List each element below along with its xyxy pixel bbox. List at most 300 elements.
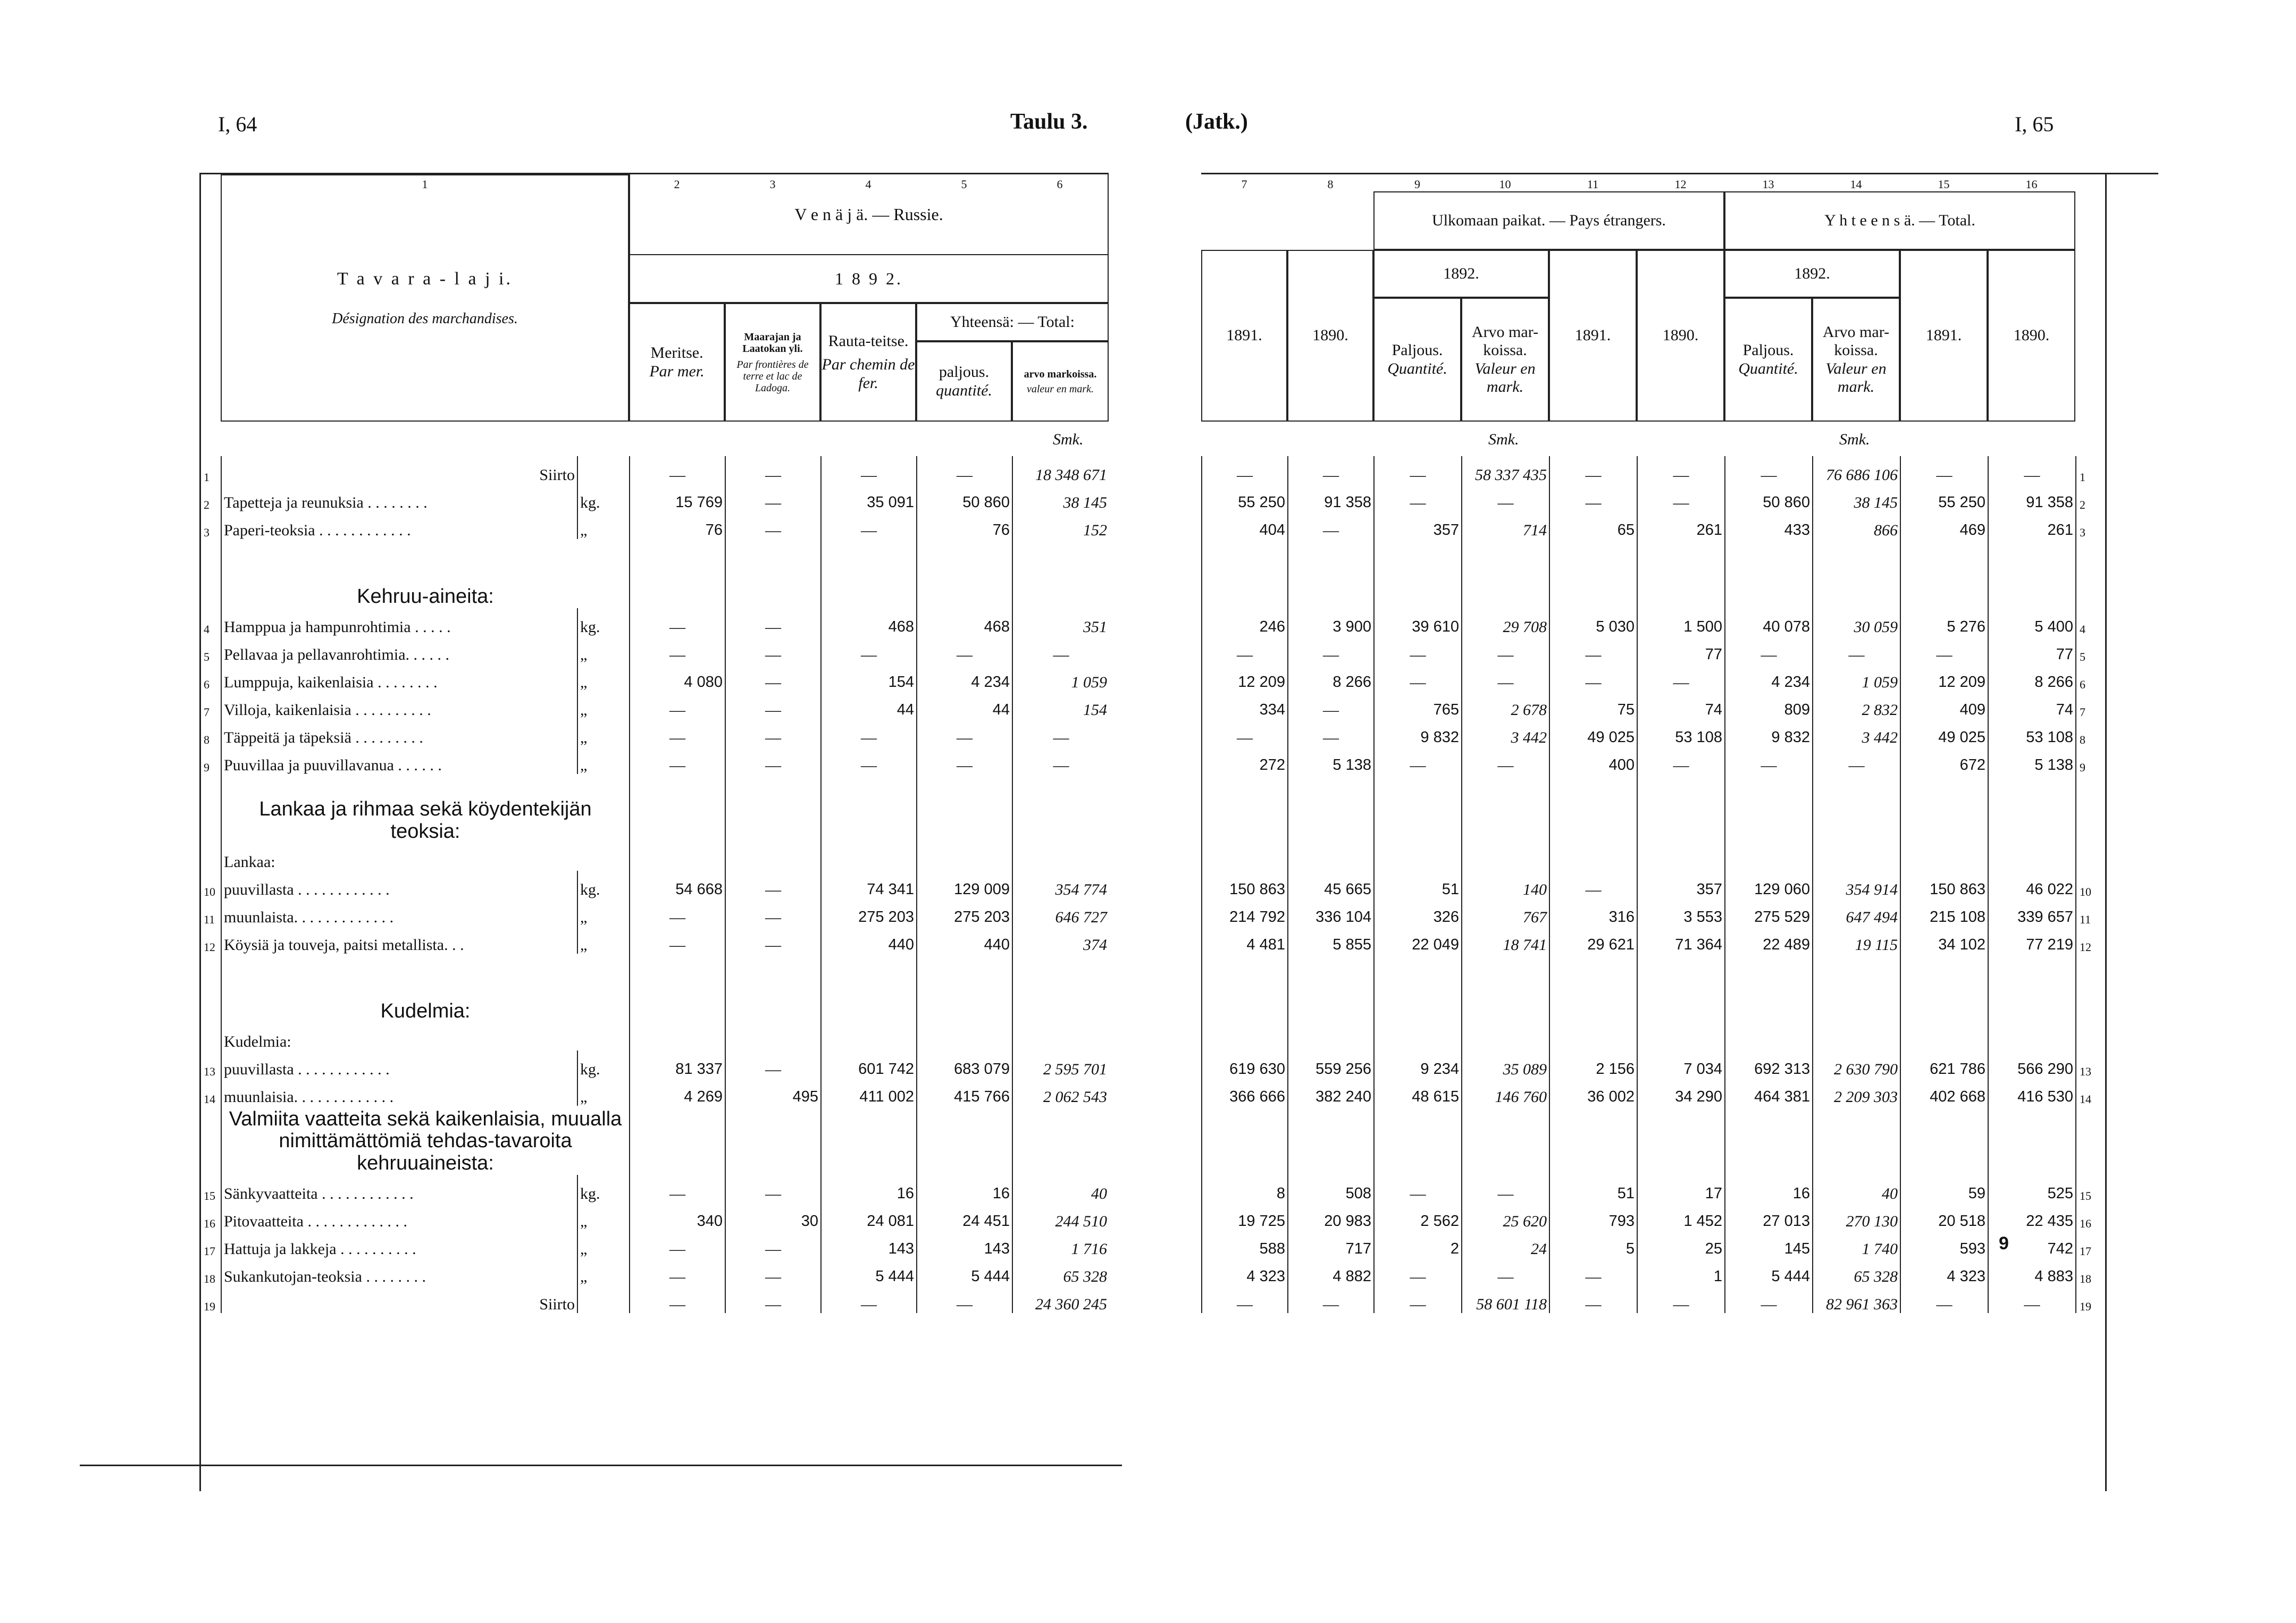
col-16-number: 16 xyxy=(2025,178,2038,191)
cell-c10: 58 337 435 xyxy=(1462,456,1549,484)
arvo-b-label: Arvo mar-koissa. xyxy=(1822,323,1890,359)
row-number: 6 xyxy=(200,663,221,691)
subheading-row xyxy=(200,843,1109,871)
maarajan-label: Maarajan ja Laatokan yli. xyxy=(742,331,803,355)
cell-c7: 12 209 xyxy=(1202,663,1288,691)
cell-c15: 55 250 xyxy=(1900,484,1988,511)
cell-c5: 275 203 xyxy=(917,898,1012,926)
cell-c9: 2 xyxy=(1374,1230,1462,1258)
cell-c15: 672 xyxy=(1900,746,1988,774)
table-row xyxy=(200,1078,1109,1106)
col-8-number: 8 xyxy=(1327,178,1334,191)
footer-page-number: 9 xyxy=(1999,1233,2009,1254)
cell-c6: — xyxy=(1012,719,1109,746)
cell-c2: — xyxy=(630,1230,725,1258)
cell-c14: 40 xyxy=(1813,1175,1900,1202)
cell-c2: — xyxy=(630,691,725,719)
cell-c9: 22 049 xyxy=(1374,926,1462,954)
cell-c10: 58 601 118 xyxy=(1462,1285,1549,1313)
cell-c10: 24 xyxy=(1462,1230,1549,1258)
row-number: 19 xyxy=(200,1285,221,1313)
paljous-b-header xyxy=(1724,298,1812,422)
cell-c12: 3 553 xyxy=(1637,898,1725,926)
cell-c8: 382 240 xyxy=(1288,1078,1374,1106)
cell-c8: 91 358 xyxy=(1288,484,1374,511)
cell-c5: — xyxy=(917,456,1012,484)
paljous-a-label: Paljous. xyxy=(1392,341,1443,359)
table-row xyxy=(200,719,1109,746)
cell-c6: 374 xyxy=(1012,926,1109,954)
maarajan-fr: Par frontières de terre et lac de Ladoga. xyxy=(736,358,809,394)
table-row xyxy=(200,898,1109,926)
cell-c5: 50 860 xyxy=(917,484,1012,511)
unit-label: „ xyxy=(577,719,630,746)
cell-c13: 9 832 xyxy=(1725,719,1813,746)
cell-c10: — xyxy=(1462,1175,1549,1202)
unit-label: „ xyxy=(577,636,630,663)
table-row xyxy=(1202,691,2106,719)
cell-c8: 3 900 xyxy=(1288,608,1374,636)
cell-c14: 82 961 363 xyxy=(1813,1285,1900,1313)
spacer-row xyxy=(1202,774,2106,843)
arvo-label: arvo markoissa. xyxy=(1024,368,1097,380)
cell-c13: 275 529 xyxy=(1725,898,1813,926)
country-label: V e n ä j ä. — Russie. xyxy=(794,204,943,224)
cell-c11: 36 002 xyxy=(1549,1078,1637,1106)
cell-c16: 91 358 xyxy=(1988,484,2076,511)
cell-c13: 22 489 xyxy=(1725,926,1813,954)
cell-c13: — xyxy=(1725,746,1813,774)
cell-c15: 409 xyxy=(1900,691,1988,719)
cell-c3: — xyxy=(725,1258,821,1285)
cell-c14: 3 442 xyxy=(1813,719,1900,746)
cell-c13: — xyxy=(1725,1285,1813,1313)
year-a-label: 1892. xyxy=(1443,264,1479,282)
row-number: 14 xyxy=(200,1078,221,1106)
year-a-header xyxy=(1373,250,1549,298)
valeur-b-label: Valeur en mark. xyxy=(1825,359,1887,396)
y1891-label-a: 1891. xyxy=(1226,326,1262,344)
row-number: 2 xyxy=(2076,484,2106,511)
cell-c12: 1 452 xyxy=(1637,1202,1725,1230)
paljous-header xyxy=(916,341,1012,422)
cell-c11: — xyxy=(1549,1285,1637,1313)
cell-c10: — xyxy=(1462,484,1549,511)
col-2-number: 2 xyxy=(674,178,680,191)
row-number: 5 xyxy=(2076,636,2106,663)
col-12-number: 12 xyxy=(1674,178,1687,191)
cell-c8: — xyxy=(1288,719,1374,746)
item-name: Tapetteja ja reunuksia . . . . . . . . xyxy=(221,484,577,511)
right-data-table xyxy=(1201,456,2106,1313)
table-row xyxy=(1202,636,2106,663)
cell-c7: 404 xyxy=(1202,511,1288,539)
cell-c11: 51 xyxy=(1549,1175,1637,1202)
cell-c4: 468 xyxy=(821,608,917,636)
cell-c3: — xyxy=(725,456,821,484)
cell-c2: — xyxy=(630,926,725,954)
table-row xyxy=(200,1230,1109,1258)
cell-c7: 619 630 xyxy=(1202,1050,1288,1078)
cell-c11: — xyxy=(1549,1258,1637,1285)
cell-c13: 145 xyxy=(1725,1230,1813,1258)
unit-label: „ xyxy=(577,926,630,954)
cell-c8: 8 266 xyxy=(1288,663,1374,691)
cell-c2: — xyxy=(630,898,725,926)
cell-c16: 53 108 xyxy=(1988,719,2076,746)
cell-c8: — xyxy=(1288,456,1374,484)
cell-c16: 4 883 xyxy=(1988,1258,2076,1285)
col-13-number: 13 xyxy=(1762,178,1774,191)
table-row xyxy=(200,1175,1109,1202)
cell-c2: — xyxy=(630,1175,725,1202)
cell-c9: 326 xyxy=(1374,898,1462,926)
section-row xyxy=(200,1106,1109,1175)
table-row xyxy=(1202,1078,2106,1106)
cell-c7: 334 xyxy=(1202,691,1288,719)
col-7-number: 7 xyxy=(1241,178,1247,191)
cell-c8: 45 665 xyxy=(1288,871,1374,898)
cell-c6: 1 059 xyxy=(1012,663,1109,691)
quantite-b-label: Quantité. xyxy=(1738,359,1798,377)
row-number: 10 xyxy=(2076,871,2106,898)
cell-c2: 4 269 xyxy=(630,1078,725,1106)
valeur-label: valeur en mark. xyxy=(1026,383,1094,395)
cell-c2: 340 xyxy=(630,1202,725,1230)
item-name: Siirto xyxy=(221,456,577,484)
table-row xyxy=(1202,746,2106,774)
cell-c8: — xyxy=(1288,636,1374,663)
subheading: Kudelmia: xyxy=(221,1023,630,1050)
cell-c7: — xyxy=(1202,456,1288,484)
item-name: Köysiä ja touveja, paitsi metallista. . . xyxy=(221,926,577,954)
cell-c8: 5 855 xyxy=(1288,926,1374,954)
cell-c11: 5 xyxy=(1549,1230,1637,1258)
y1891-header-c xyxy=(1900,250,1988,422)
col-5-number: 5 xyxy=(961,178,967,191)
currency-left: Smk. xyxy=(1053,431,1084,448)
cell-c10: — xyxy=(1462,636,1549,663)
cell-c2: — xyxy=(630,1258,725,1285)
cell-c3: — xyxy=(725,1050,821,1078)
cell-c15: 20 518 xyxy=(1900,1202,1988,1230)
row-number: 7 xyxy=(2076,691,2106,719)
item-name: Täppeitä ja täpeksiä . . . . . . . . . xyxy=(221,719,577,746)
table-row xyxy=(200,926,1109,954)
col-numbers-left xyxy=(629,178,1109,191)
cell-c8: — xyxy=(1288,1285,1374,1313)
cell-c4: — xyxy=(821,456,917,484)
cell-c6: 354 774 xyxy=(1012,871,1109,898)
cell-c4: — xyxy=(821,1285,917,1313)
cell-c14: 2 630 790 xyxy=(1813,1050,1900,1078)
cell-c6: 646 727 xyxy=(1012,898,1109,926)
cell-c6: 351 xyxy=(1012,608,1109,636)
cell-c13: 809 xyxy=(1725,691,1813,719)
left-bottom-rule xyxy=(80,1465,1122,1466)
cell-c13: — xyxy=(1725,636,1813,663)
unit-label: kg. xyxy=(577,484,630,511)
cell-c7: 19 725 xyxy=(1202,1202,1288,1230)
cell-c16: 46 022 xyxy=(1988,871,2076,898)
col-6-number: 6 xyxy=(1057,178,1063,191)
rautateitse-fr: Par chemin de fer. xyxy=(822,356,915,392)
cell-c14: 2 209 303 xyxy=(1813,1078,1900,1106)
col-10-number: 10 xyxy=(1499,178,1511,191)
y1890-header-a xyxy=(1287,250,1373,422)
cell-c16: 5 138 xyxy=(1988,746,2076,774)
y1891-header-b xyxy=(1549,250,1637,422)
table-row xyxy=(200,691,1109,719)
item-name: Paperi-teoksia . . . . . . . . . . . . xyxy=(221,511,577,539)
cell-c13: 692 313 xyxy=(1725,1050,1813,1078)
cell-c9: 39 610 xyxy=(1374,608,1462,636)
cell-c15: 5 276 xyxy=(1900,608,1988,636)
cell-c7: — xyxy=(1202,1285,1288,1313)
cell-c14: 38 145 xyxy=(1813,484,1900,511)
spacer-row xyxy=(1202,954,2106,1023)
cell-c13: 129 060 xyxy=(1725,871,1813,898)
cell-c3: — xyxy=(725,746,821,774)
cell-c15: 34 102 xyxy=(1900,926,1988,954)
col-11-number: 11 xyxy=(1587,178,1599,191)
col-3-number: 3 xyxy=(769,178,776,191)
cell-c11: 75 xyxy=(1549,691,1637,719)
cell-c10: — xyxy=(1462,746,1549,774)
cell-c12: 1 xyxy=(1637,1258,1725,1285)
cell-c9: 9 832 xyxy=(1374,719,1462,746)
cell-c12: 34 290 xyxy=(1637,1078,1725,1106)
row-number: 1 xyxy=(2076,456,2106,484)
cell-c6: 1 716 xyxy=(1012,1230,1109,1258)
total-header-right xyxy=(1724,191,2075,250)
cell-c12: — xyxy=(1637,746,1725,774)
cell-c5: 129 009 xyxy=(917,871,1012,898)
cell-c16: — xyxy=(1988,456,2076,484)
cell-c6: — xyxy=(1012,636,1109,663)
cell-c13: 464 381 xyxy=(1725,1078,1813,1106)
cell-c11: 29 621 xyxy=(1549,926,1637,954)
cell-c15: 621 786 xyxy=(1900,1050,1988,1078)
cell-c14: 65 328 xyxy=(1813,1258,1900,1285)
cell-c11: 49 025 xyxy=(1549,719,1637,746)
cell-c16: 74 xyxy=(1988,691,2076,719)
top-rule-right xyxy=(1201,173,2158,174)
paljous-label: paljous. xyxy=(938,363,990,381)
row-number: 3 xyxy=(200,511,221,539)
cell-c6: 154 xyxy=(1012,691,1109,719)
cell-c2: 76 xyxy=(630,511,725,539)
cell-c9: — xyxy=(1374,1285,1462,1313)
spacer-row xyxy=(1202,1106,2106,1175)
table-row xyxy=(1202,926,2106,954)
cell-c16: 22 435 xyxy=(1988,1202,2076,1230)
cell-c12: 1 500 xyxy=(1637,608,1725,636)
cell-c8: 4 882 xyxy=(1288,1258,1374,1285)
cell-c13: — xyxy=(1725,456,1813,484)
cell-c4: 275 203 xyxy=(821,898,917,926)
y1891-label-b: 1891. xyxy=(1574,326,1611,344)
cell-c10: 18 741 xyxy=(1462,926,1549,954)
arvo-header xyxy=(1012,341,1109,422)
cell-c4: 154 xyxy=(821,663,917,691)
table-row xyxy=(200,746,1109,774)
continued-label: (Jatk.) xyxy=(1185,110,1248,134)
row-number: 8 xyxy=(200,719,221,746)
unit-label: kg. xyxy=(577,871,630,898)
cell-c11: 5 030 xyxy=(1549,608,1637,636)
table-row xyxy=(200,1258,1109,1285)
cell-c3: — xyxy=(725,898,821,926)
spacer-row xyxy=(1202,539,2106,608)
left-data-table xyxy=(199,456,1109,1313)
cell-c4: 601 742 xyxy=(821,1050,917,1078)
cell-c2: — xyxy=(630,608,725,636)
unit-label: „ xyxy=(577,1202,630,1230)
unit-label xyxy=(577,456,630,484)
year-label: 1 8 9 2. xyxy=(835,268,903,288)
cell-c7: 214 792 xyxy=(1202,898,1288,926)
table-row xyxy=(1202,898,2106,926)
unit-label: kg. xyxy=(577,1175,630,1202)
cell-c16: 525 xyxy=(1988,1175,2076,1202)
cell-c10: 35 089 xyxy=(1462,1050,1549,1078)
cell-c10: 146 760 xyxy=(1462,1078,1549,1106)
quantite-a-label: Quantité. xyxy=(1387,359,1447,377)
table-row xyxy=(200,511,1109,539)
y1890-label-a: 1890. xyxy=(1312,326,1348,344)
cell-c12: 74 xyxy=(1637,691,1725,719)
cell-c15: 150 863 xyxy=(1900,871,1988,898)
cell-c3: — xyxy=(725,511,821,539)
total-label: Yhteensä: — Total: xyxy=(950,313,1075,331)
cell-c4: 440 xyxy=(821,926,917,954)
row-number: 9 xyxy=(2076,746,2106,774)
cell-c4: — xyxy=(821,746,917,774)
unit-label xyxy=(577,1285,630,1313)
cell-c5: 468 xyxy=(917,608,1012,636)
cell-c5: 44 xyxy=(917,691,1012,719)
table-row xyxy=(1202,511,2106,539)
cell-c15: 593 xyxy=(1900,1230,1988,1258)
section-heading: Lankaa ja rihmaa sekä köydentekijän teoksia: xyxy=(221,774,630,843)
cell-c2: 15 769 xyxy=(630,484,725,511)
row-number: 13 xyxy=(200,1050,221,1078)
cell-c5: 5 444 xyxy=(917,1258,1012,1285)
table-row xyxy=(200,871,1109,898)
right-edge-rule xyxy=(2105,173,2107,1491)
y1891-header-a xyxy=(1201,250,1287,422)
table-row xyxy=(1202,608,2106,636)
cell-c5: 143 xyxy=(917,1230,1012,1258)
cell-c15: — xyxy=(1900,636,1988,663)
col-14-number: 14 xyxy=(1850,178,1862,191)
cell-c2: — xyxy=(630,719,725,746)
cell-c5: — xyxy=(917,636,1012,663)
cell-c4: 5 444 xyxy=(821,1258,917,1285)
cell-c13: 4 234 xyxy=(1725,663,1813,691)
rautateitse-label: Rauta-teitse. xyxy=(828,332,909,350)
cell-c16: 742 xyxy=(1988,1230,2076,1258)
cell-c7: 272 xyxy=(1202,746,1288,774)
cell-c3: — xyxy=(725,608,821,636)
row-number: 15 xyxy=(200,1175,221,1202)
cell-c15: — xyxy=(1900,456,1988,484)
cell-c9: 48 615 xyxy=(1374,1078,1462,1106)
cell-c4: 74 341 xyxy=(821,871,917,898)
unit-label: „ xyxy=(577,511,630,539)
cell-c14: — xyxy=(1813,746,1900,774)
cell-c9: 51 xyxy=(1374,871,1462,898)
cell-c5: 4 234 xyxy=(917,663,1012,691)
cell-c6: 38 145 xyxy=(1012,484,1109,511)
quantite-label: quantité. xyxy=(936,381,992,399)
cell-c15: 215 108 xyxy=(1900,898,1988,926)
table-row xyxy=(1202,484,2106,511)
cell-c15: 402 668 xyxy=(1900,1078,1988,1106)
cell-c12: 77 xyxy=(1637,636,1725,663)
cell-c4: 35 091 xyxy=(821,484,917,511)
currency-right-b: Smk. xyxy=(1839,431,1870,448)
unit-label: „ xyxy=(577,746,630,774)
cell-c13: 40 078 xyxy=(1725,608,1813,636)
cell-c4: 16 xyxy=(821,1175,917,1202)
item-name: puuvillasta . . . . . . . . . . . . xyxy=(221,871,577,898)
cell-c7: 4 323 xyxy=(1202,1258,1288,1285)
cell-c3: — xyxy=(725,636,821,663)
cell-c9: 357 xyxy=(1374,511,1462,539)
year-b-header xyxy=(1724,250,1900,298)
cell-c9: — xyxy=(1374,663,1462,691)
cell-c12: 17 xyxy=(1637,1175,1725,1202)
cell-c16: — xyxy=(1988,1285,2076,1313)
cell-c8: 5 138 xyxy=(1288,746,1374,774)
cell-c5: — xyxy=(917,1285,1012,1313)
cell-c12: 25 xyxy=(1637,1230,1725,1258)
cell-c14: 76 686 106 xyxy=(1813,456,1900,484)
subheading: Lankaa: xyxy=(221,843,630,871)
row-number: 18 xyxy=(2076,1258,2106,1285)
cell-c3: — xyxy=(725,663,821,691)
cell-c13: 50 860 xyxy=(1725,484,1813,511)
col-numbers-right xyxy=(1201,178,2158,191)
cell-c5: 24 451 xyxy=(917,1202,1012,1230)
row-number: 8 xyxy=(2076,719,2106,746)
meritse-fr: Par mer. xyxy=(649,362,705,380)
unit-label: „ xyxy=(577,663,630,691)
unit-label: „ xyxy=(577,1258,630,1285)
section-heading: Kudelmia: xyxy=(221,954,630,1023)
foreign-header xyxy=(1373,191,1724,250)
cell-c16: 261 xyxy=(1988,511,2076,539)
cell-c4: — xyxy=(821,719,917,746)
cell-c7: 588 xyxy=(1202,1230,1288,1258)
cell-c15: 4 323 xyxy=(1900,1258,1988,1285)
cell-c15: 59 xyxy=(1900,1175,1988,1202)
cell-c12: 7 034 xyxy=(1637,1050,1725,1078)
row-number: 17 xyxy=(2076,1230,2106,1258)
row-number: 18 xyxy=(200,1258,221,1285)
row-number: 15 xyxy=(2076,1175,2106,1202)
cell-c11: 65 xyxy=(1549,511,1637,539)
row-number: 4 xyxy=(2076,608,2106,636)
cell-c10: 29 708 xyxy=(1462,608,1549,636)
cell-c16: 8 266 xyxy=(1988,663,2076,691)
cell-c7: 4 481 xyxy=(1202,926,1288,954)
cell-c7: 8 xyxy=(1202,1175,1288,1202)
cell-c2: — xyxy=(630,1285,725,1313)
cell-c16: 77 219 xyxy=(1988,926,2076,954)
